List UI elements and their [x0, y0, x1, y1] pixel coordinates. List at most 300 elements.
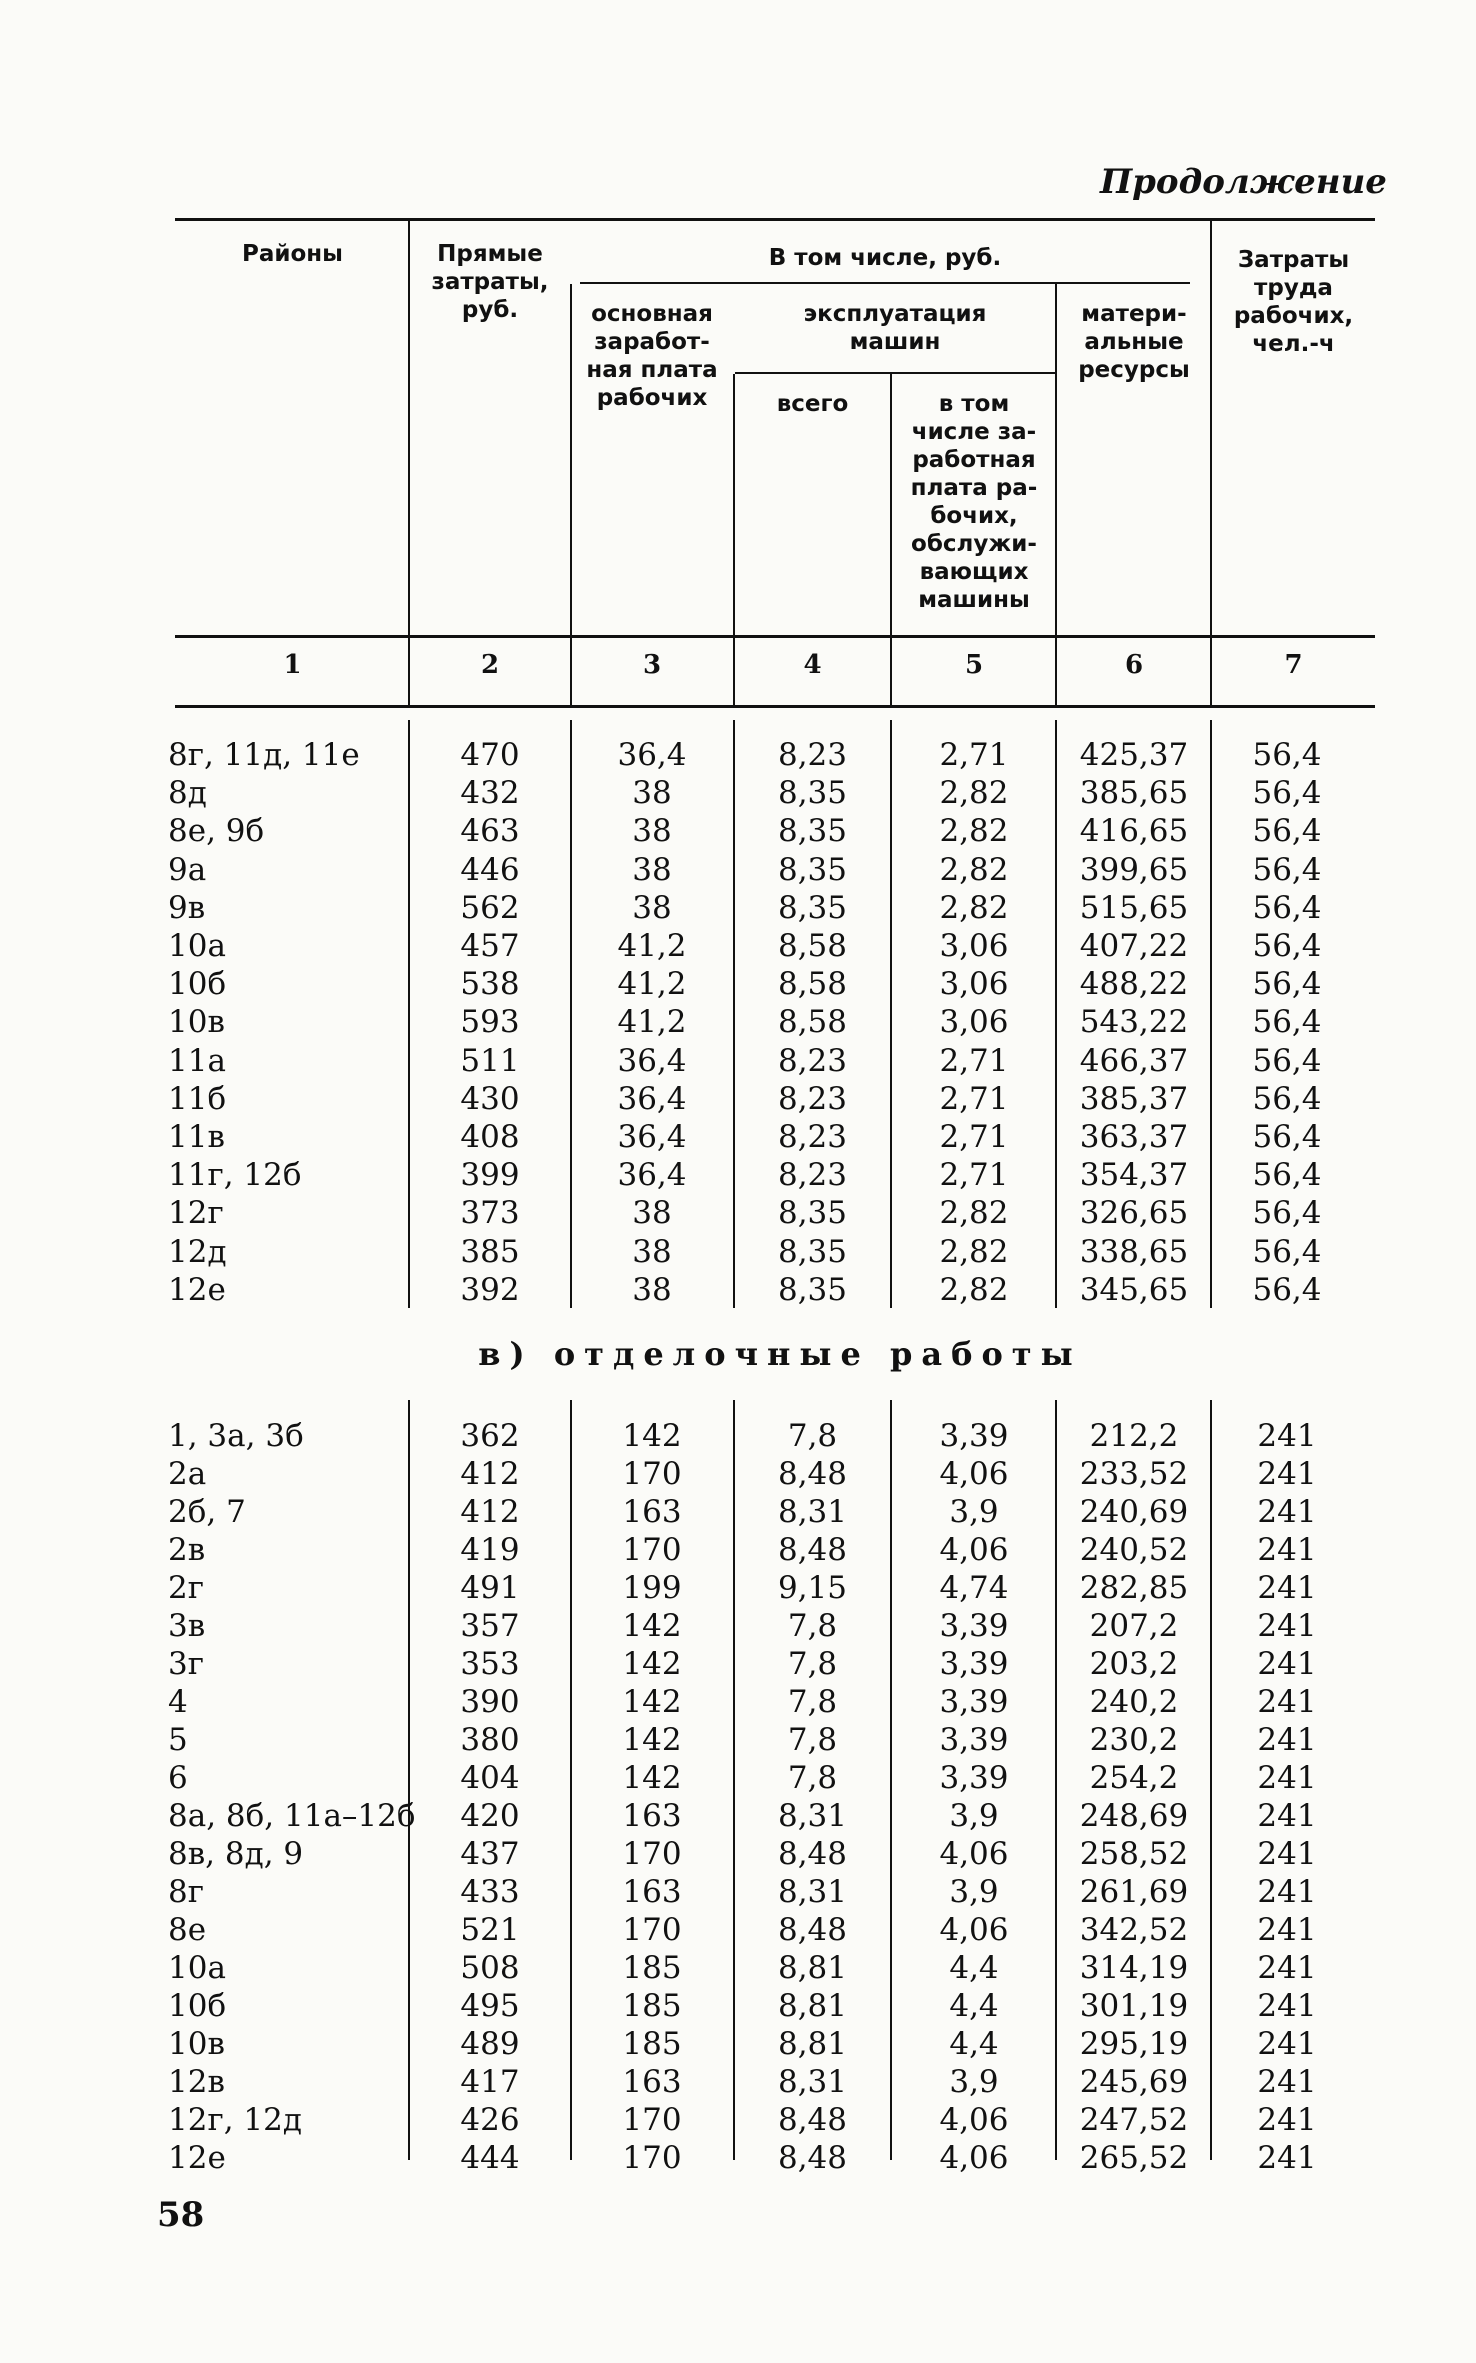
- header-machine-operation: эксплуатация машин: [803, 301, 987, 355]
- cell-machine-wage: 2,71: [939, 1119, 1009, 1155]
- cell-machine-wage: 4,4: [949, 2026, 999, 2062]
- cell-labor-costs: 56,4: [1252, 1195, 1322, 1232]
- cell-machine-total: 8,35: [777, 889, 848, 926]
- section-title: в) отделочные работы: [478, 1335, 1082, 1373]
- table-row: [0, 1759, 1476, 1797]
- header-labor: Затраты труда рабочих, чел.-ч: [1233, 247, 1354, 357]
- cell-region: 4: [168, 1684, 188, 1720]
- cell-machine-wage: 2,82: [939, 775, 1009, 812]
- cell-machine-wage: 2,82: [939, 889, 1009, 926]
- cell-region: 11в: [168, 1119, 225, 1155]
- cell-region: 11г, 12б: [168, 1157, 302, 1194]
- cell-region: 12е: [168, 1271, 226, 1308]
- cell-base-wage: 170: [622, 1912, 682, 1948]
- cell-labor-costs: 241: [1257, 1570, 1317, 1606]
- table-row: [0, 1797, 1476, 1835]
- cell-materials: 326,65: [1079, 1195, 1189, 1232]
- cell-direct-costs: 511: [460, 1042, 520, 1079]
- cell-direct-costs: 430: [460, 1080, 520, 1117]
- cell-machine-wage: 3,06: [939, 928, 1009, 964]
- table-row: [0, 1607, 1476, 1645]
- cell-machine-total: 8,35: [777, 775, 848, 812]
- cell-machine-wage: 3,9: [949, 2064, 999, 2100]
- cell-materials: 488,22: [1079, 966, 1189, 1003]
- cell-direct-costs: 521: [460, 1912, 520, 1948]
- cell-direct-costs: 412: [460, 1494, 520, 1530]
- cell-labor-costs: 56,4: [1252, 1004, 1322, 1041]
- cell-machine-wage: 2,82: [939, 1233, 1009, 1270]
- cell-region: 10в: [168, 1004, 225, 1041]
- cell-base-wage: 163: [622, 1798, 682, 1834]
- cell-labor-costs: 56,4: [1252, 737, 1322, 773]
- cell-direct-costs: 392: [460, 1271, 520, 1308]
- header-including: В том числе, руб.: [768, 245, 1002, 271]
- cell-machine-total: 8,48: [777, 2102, 848, 2138]
- cell-labor-costs: 241: [1257, 1608, 1317, 1644]
- cell-materials: 212,2: [1089, 1418, 1179, 1454]
- header-materials: матери- альные ресурсы: [1078, 301, 1190, 383]
- cell-machine-wage: 4,06: [939, 1912, 1009, 1948]
- table-row: [0, 2101, 1476, 2139]
- cell-base-wage: 142: [622, 1608, 682, 1644]
- cell-region: 10в: [168, 2026, 225, 2062]
- cell-base-wage: 170: [622, 1836, 682, 1872]
- table-row: [0, 1042, 1476, 1080]
- cell-region: 2в: [168, 1532, 206, 1568]
- cell-base-wage: 38: [632, 889, 672, 926]
- table-row: [0, 1987, 1476, 2025]
- continuation-label: Продолжение: [1100, 162, 1387, 202]
- cell-materials: 363,37: [1079, 1119, 1189, 1155]
- header-bottom-rule: [175, 635, 1375, 638]
- cell-direct-costs: 433: [460, 1874, 520, 1910]
- cell-direct-costs: 538: [460, 966, 520, 1003]
- cell-machine-wage: 2,82: [939, 1271, 1009, 1308]
- cell-base-wage: 36,4: [617, 1119, 687, 1155]
- cell-materials: 515,65: [1079, 889, 1189, 926]
- cell-machine-total: 8,58: [777, 966, 848, 1003]
- cell-labor-costs: 56,4: [1252, 1042, 1322, 1079]
- cell-labor-costs: 56,4: [1252, 928, 1322, 964]
- cell-base-wage: 38: [632, 813, 672, 850]
- cell-region: 8д: [168, 775, 207, 812]
- table-row: [0, 965, 1476, 1003]
- cell-region: 11б: [168, 1080, 227, 1117]
- cell-materials: 265,52: [1079, 2140, 1189, 2176]
- cell-base-wage: 142: [622, 1722, 682, 1758]
- cell-materials: 338,65: [1079, 1233, 1189, 1270]
- cell-base-wage: 163: [622, 2064, 682, 2100]
- cell-materials: 240,52: [1079, 1532, 1189, 1568]
- cell-machine-total: 8,81: [777, 1950, 848, 1986]
- cell-base-wage: 38: [632, 1195, 672, 1232]
- table-row: [0, 1531, 1476, 1569]
- cell-materials: 466,37: [1079, 1042, 1189, 1079]
- cell-region: 8а, 8б, 11а–12б: [168, 1798, 416, 1834]
- cell-materials: 399,65: [1079, 851, 1189, 888]
- cell-machine-total: 8,48: [777, 1836, 848, 1872]
- cell-machine-wage: 2,71: [939, 1080, 1009, 1117]
- cell-direct-costs: 432: [460, 775, 520, 812]
- cell-direct-costs: 463: [460, 813, 520, 850]
- cell-machine-total: 8,23: [777, 1119, 848, 1155]
- table-row: [0, 1118, 1476, 1156]
- table-row: [0, 736, 1476, 774]
- cell-labor-costs: 241: [1257, 2140, 1317, 2176]
- cell-materials: 203,2: [1089, 1646, 1179, 1682]
- cell-materials: 543,22: [1079, 1004, 1189, 1041]
- cell-materials: 240,2: [1089, 1684, 1179, 1720]
- cell-machine-total: 7,8: [787, 1684, 838, 1720]
- cell-machine-wage: 2,71: [939, 1157, 1009, 1194]
- cell-direct-costs: 408: [460, 1119, 520, 1155]
- table-top-rule: [175, 218, 1375, 221]
- cell-region: 9в: [168, 889, 206, 926]
- cell-direct-costs: 419: [460, 1532, 520, 1568]
- cell-labor-costs: 241: [1257, 1760, 1317, 1796]
- table-row: [0, 2025, 1476, 2063]
- cell-labor-costs: 241: [1257, 1494, 1317, 1530]
- cell-materials: 385,65: [1079, 775, 1189, 812]
- cell-labor-costs: 56,4: [1252, 889, 1322, 926]
- cell-region: 8в, 8д, 9: [168, 1836, 304, 1872]
- cell-machine-wage: 3,9: [949, 1798, 999, 1834]
- cell-labor-costs: 241: [1257, 2026, 1317, 2062]
- cell-direct-costs: 373: [460, 1195, 520, 1232]
- header-divider: [1055, 284, 1057, 705]
- cell-materials: 295,19: [1079, 2026, 1189, 2062]
- cell-materials: 282,85: [1079, 1570, 1189, 1606]
- cell-direct-costs: 426: [460, 2102, 520, 2138]
- cell-materials: 248,69: [1079, 1798, 1189, 1834]
- cell-machine-total: 8,23: [777, 1080, 848, 1117]
- cell-direct-costs: 353: [460, 1646, 520, 1682]
- cell-machine-wage: 2,82: [939, 813, 1009, 850]
- cell-base-wage: 185: [622, 1988, 682, 2024]
- cell-base-wage: 41,2: [617, 1004, 687, 1041]
- cell-machine-total: 8,48: [777, 2140, 848, 2176]
- machine-underline: [735, 372, 1055, 374]
- cell-direct-costs: 362: [460, 1418, 520, 1454]
- table-row: [0, 1493, 1476, 1531]
- cell-materials: 258,52: [1079, 1836, 1189, 1872]
- column-number: 5: [964, 650, 984, 680]
- cell-materials: 254,2: [1089, 1760, 1179, 1796]
- cell-labor-costs: 241: [1257, 1912, 1317, 1948]
- cell-labor-costs: 241: [1257, 2102, 1317, 2138]
- cell-base-wage: 36,4: [617, 1157, 687, 1194]
- cell-labor-costs: 56,4: [1252, 851, 1322, 888]
- column-number: 6: [1124, 650, 1144, 680]
- cell-base-wage: 170: [622, 2140, 682, 2176]
- cell-materials: 314,19: [1079, 1950, 1189, 1986]
- cell-machine-total: 8,31: [777, 1494, 848, 1530]
- cell-machine-total: 7,8: [787, 1608, 838, 1644]
- cell-base-wage: 36,4: [617, 1080, 687, 1117]
- column-number: 2: [480, 650, 500, 680]
- cell-region: 8г: [168, 1874, 204, 1910]
- table-row: [0, 2139, 1476, 2177]
- cell-base-wage: 185: [622, 1950, 682, 1986]
- cell-base-wage: 38: [632, 775, 672, 812]
- table-row: [0, 1455, 1476, 1493]
- cell-machine-total: 8,23: [777, 1157, 848, 1194]
- cell-materials: 247,52: [1079, 2102, 1189, 2138]
- cell-region: 2а: [168, 1456, 207, 1492]
- cell-region: 3в: [168, 1608, 206, 1644]
- table-row: [0, 1233, 1476, 1271]
- cell-direct-costs: 495: [460, 1988, 520, 2024]
- cell-region: 10б: [168, 1988, 227, 2024]
- table-row: [0, 812, 1476, 850]
- table-row: [0, 1949, 1476, 1987]
- cell-region: 12в: [168, 2064, 225, 2100]
- cell-base-wage: 36,4: [617, 1042, 687, 1079]
- cell-direct-costs: 417: [460, 2064, 520, 2100]
- table-row: [0, 1569, 1476, 1607]
- cell-base-wage: 170: [622, 1532, 682, 1568]
- cell-labor-costs: 56,4: [1252, 1233, 1322, 1270]
- cell-machine-total: 8,58: [777, 1004, 848, 1041]
- cell-machine-total: 8,48: [777, 1456, 848, 1492]
- cell-region: 10б: [168, 966, 227, 1003]
- cell-machine-wage: 3,39: [939, 1646, 1009, 1682]
- table-row: [0, 1683, 1476, 1721]
- cell-region: 8г, 11д, 11е: [168, 737, 360, 773]
- cell-labor-costs: 241: [1257, 2064, 1317, 2100]
- cell-machine-total: 8,58: [777, 928, 848, 964]
- cell-region: 5: [168, 1722, 188, 1758]
- cell-direct-costs: 385: [460, 1233, 520, 1270]
- cell-base-wage: 170: [622, 2102, 682, 2138]
- cell-machine-wage: 4,4: [949, 1988, 999, 2024]
- cell-machine-wage: 3,9: [949, 1874, 999, 1910]
- column-number: 7: [1284, 650, 1303, 680]
- including-underline: [580, 282, 1190, 284]
- table-row: [0, 927, 1476, 965]
- cell-base-wage: 41,2: [617, 966, 687, 1003]
- cell-base-wage: 38: [632, 1271, 672, 1308]
- cell-direct-costs: 444: [460, 2140, 520, 2176]
- cell-direct-costs: 446: [460, 851, 520, 888]
- header-machine-total: всего: [776, 391, 849, 417]
- cell-machine-wage: 4,06: [939, 1836, 1009, 1872]
- cell-direct-costs: 491: [460, 1570, 520, 1606]
- cell-labor-costs: 56,4: [1252, 1080, 1322, 1117]
- cell-materials: 416,65: [1079, 813, 1189, 850]
- cell-machine-wage: 3,9: [949, 1494, 999, 1530]
- cell-materials: 230,2: [1089, 1722, 1179, 1758]
- cell-region: 6: [168, 1760, 188, 1796]
- cell-materials: 354,37: [1079, 1157, 1189, 1194]
- cell-region: 8е: [168, 1912, 207, 1948]
- header-direct-costs: Прямые затраты, руб.: [431, 241, 549, 323]
- cell-base-wage: 41,2: [617, 928, 687, 964]
- cell-direct-costs: 508: [460, 1950, 520, 1986]
- table-row: [0, 1156, 1476, 1194]
- cell-labor-costs: 56,4: [1252, 1271, 1322, 1308]
- table-row: [0, 1417, 1476, 1455]
- cell-direct-costs: 420: [460, 1798, 520, 1834]
- cell-base-wage: 142: [622, 1684, 682, 1720]
- cell-base-wage: 170: [622, 1456, 682, 1492]
- cell-region: 3г: [168, 1646, 204, 1682]
- cell-machine-wage: 4,74: [939, 1570, 1009, 1606]
- cell-machine-total: 8,35: [777, 851, 848, 888]
- cell-materials: 345,65: [1079, 1271, 1189, 1308]
- cell-region: 2г: [168, 1570, 204, 1606]
- cell-machine-total: 8,35: [777, 1271, 848, 1308]
- cell-machine-total: 8,31: [777, 2064, 848, 2100]
- cell-region: 12е: [168, 2140, 226, 2176]
- cell-machine-wage: 4,06: [939, 1456, 1009, 1492]
- table-row: [0, 2063, 1476, 2101]
- cell-region: 1, 3а, 3б: [168, 1418, 304, 1454]
- column-number: 4: [803, 650, 822, 680]
- cell-machine-total: 7,8: [787, 1760, 838, 1796]
- cell-machine-wage: 2,82: [939, 1195, 1009, 1232]
- cell-machine-wage: 4,4: [949, 1950, 999, 1986]
- cell-direct-costs: 380: [460, 1722, 520, 1758]
- cell-direct-costs: 412: [460, 1456, 520, 1492]
- cell-materials: 385,37: [1079, 1080, 1189, 1117]
- cell-machine-wage: 3,39: [939, 1684, 1009, 1720]
- cell-machine-wage: 3,39: [939, 1608, 1009, 1644]
- cell-machine-total: 8,35: [777, 1233, 848, 1270]
- cell-base-wage: 142: [622, 1646, 682, 1682]
- cell-machine-total: 8,23: [777, 1042, 848, 1079]
- cell-machine-total: 8,35: [777, 813, 848, 850]
- cell-direct-costs: 357: [460, 1608, 520, 1644]
- cell-machine-wage: 3,39: [939, 1760, 1009, 1796]
- cell-labor-costs: 56,4: [1252, 813, 1322, 850]
- table-row: [0, 1271, 1476, 1309]
- cell-region: 10а: [168, 928, 226, 964]
- cell-direct-costs: 437: [460, 1836, 520, 1872]
- cell-labor-costs: 241: [1257, 1874, 1317, 1910]
- cell-region: 9а: [168, 851, 207, 888]
- cell-machine-wage: 3,39: [939, 1722, 1009, 1758]
- column-number: 1: [283, 650, 302, 680]
- cell-machine-total: 7,8: [787, 1722, 838, 1758]
- cell-direct-costs: 404: [460, 1760, 520, 1796]
- cell-materials: 407,22: [1079, 928, 1189, 964]
- cell-direct-costs: 470: [460, 737, 520, 773]
- cell-region: 12г: [168, 1195, 224, 1232]
- cell-machine-total: 8,81: [777, 1988, 848, 2024]
- cell-labor-costs: 56,4: [1252, 1119, 1322, 1155]
- cell-machine-total: 8,31: [777, 1798, 848, 1834]
- column-number: 3: [642, 650, 662, 680]
- cell-labor-costs: 241: [1257, 1836, 1317, 1872]
- header-divider: [408, 220, 410, 705]
- cell-base-wage: 38: [632, 851, 672, 888]
- cell-base-wage: 38: [632, 1233, 672, 1270]
- cell-region: 8е, 9б: [168, 813, 265, 850]
- cell-region: 12д: [168, 1233, 227, 1270]
- cell-region: 2б, 7: [168, 1494, 246, 1530]
- cell-direct-costs: 390: [460, 1684, 520, 1720]
- cell-materials: 245,69: [1079, 2064, 1189, 2100]
- cell-base-wage: 163: [622, 1874, 682, 1910]
- table-row: [0, 1645, 1476, 1683]
- cell-labor-costs: 241: [1257, 1456, 1317, 1492]
- cell-machine-wage: 2,71: [939, 737, 1009, 773]
- table-row: [0, 1873, 1476, 1911]
- cell-base-wage: 142: [622, 1418, 682, 1454]
- header-divider: [890, 374, 892, 705]
- cell-materials: 261,69: [1079, 1874, 1189, 1910]
- cell-labor-costs: 241: [1257, 1988, 1317, 2024]
- cell-materials: 301,19: [1079, 1988, 1189, 2024]
- cell-machine-total: 8,23: [777, 737, 848, 773]
- cell-machine-wage: 2,82: [939, 851, 1009, 888]
- cell-materials: 233,52: [1079, 1456, 1189, 1492]
- cell-base-wage: 199: [622, 1570, 682, 1606]
- cell-machine-total: 8,48: [777, 1532, 848, 1568]
- cell-region: 11а: [168, 1042, 226, 1079]
- table-row: [0, 1194, 1476, 1232]
- cell-machine-total: 8,35: [777, 1195, 848, 1232]
- cell-machine-wage: 4,06: [939, 1532, 1009, 1568]
- cell-machine-total: 7,8: [787, 1418, 838, 1454]
- cell-machine-total: 8,48: [777, 1912, 848, 1948]
- cell-direct-costs: 457: [460, 928, 520, 964]
- cell-direct-costs: 593: [460, 1004, 520, 1041]
- table-row: [0, 774, 1476, 812]
- cell-region: 10а: [168, 1950, 226, 1986]
- cell-labor-costs: 241: [1257, 1646, 1317, 1682]
- page-number: 58: [157, 2195, 205, 2235]
- cell-labor-costs: 241: [1257, 1722, 1317, 1758]
- cell-machine-wage: 4,06: [939, 2140, 1009, 2176]
- table-row: [0, 1080, 1476, 1118]
- cell-base-wage: 142: [622, 1760, 682, 1796]
- column-numbers-rule: [175, 705, 1375, 708]
- cell-materials: 240,69: [1079, 1494, 1189, 1530]
- cell-machine-wage: 3,06: [939, 1004, 1009, 1041]
- table-row: [0, 1721, 1476, 1759]
- cell-machine-wage: 3,06: [939, 966, 1009, 1003]
- table-row: [0, 1911, 1476, 1949]
- table-row: [0, 1003, 1476, 1041]
- cell-base-wage: 36,4: [617, 737, 687, 773]
- table-row: [0, 889, 1476, 927]
- cell-materials: 342,52: [1079, 1912, 1189, 1948]
- cell-machine-wage: 4,06: [939, 2102, 1009, 2138]
- cell-machine-total: 8,81: [777, 2026, 848, 2062]
- cell-direct-costs: 489: [460, 2026, 520, 2062]
- cell-direct-costs: 562: [460, 889, 520, 926]
- cell-labor-costs: 241: [1257, 1418, 1317, 1454]
- cell-labor-costs: 56,4: [1252, 966, 1322, 1003]
- cell-materials: 425,37: [1079, 737, 1189, 773]
- header-region: Районы: [242, 241, 343, 267]
- header-machine-wage: в том числе за- работная плата ра- бочих, обслужи- вающих машины: [910, 391, 1038, 613]
- cell-labor-costs: 241: [1257, 1532, 1317, 1568]
- cell-labor-costs: 241: [1257, 1950, 1317, 1986]
- table-row: [0, 1835, 1476, 1873]
- cell-base-wage: 163: [622, 1494, 682, 1530]
- cell-machine-total: 8,31: [777, 1874, 848, 1910]
- cell-labor-costs: 56,4: [1252, 775, 1322, 812]
- cell-labor-costs: 241: [1257, 1798, 1317, 1834]
- cell-machine-total: 9,15: [777, 1570, 848, 1606]
- cell-labor-costs: 241: [1257, 1684, 1317, 1720]
- cell-machine-wage: 3,39: [939, 1418, 1009, 1454]
- cell-region: 12г, 12д: [168, 2102, 302, 2138]
- header-base-wage: основная заработ- ная плата рабочих: [586, 301, 718, 411]
